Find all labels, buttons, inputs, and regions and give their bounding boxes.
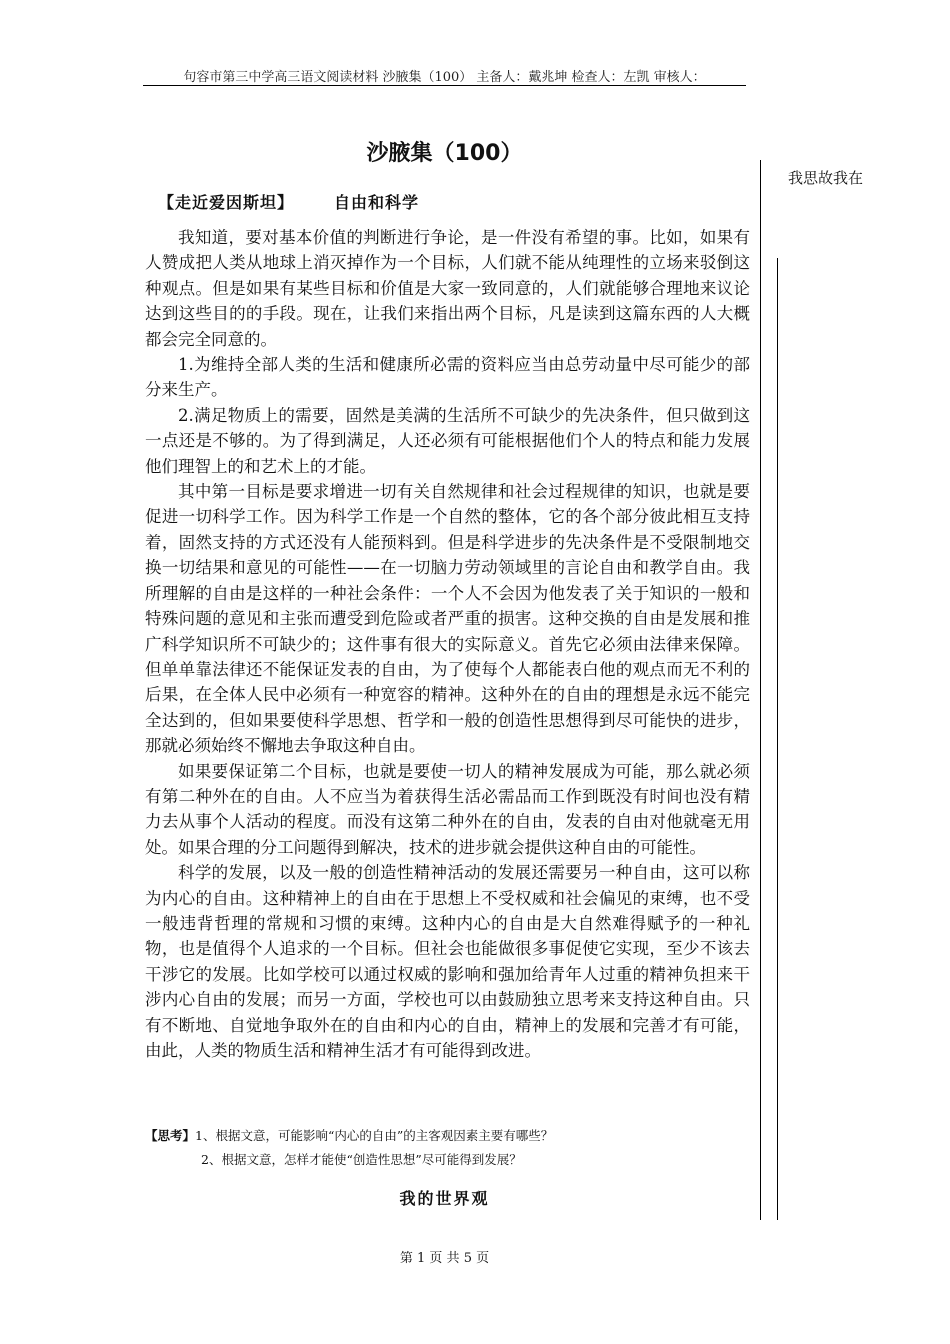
think-tag: 【思考】 (145, 1128, 196, 1143)
margin-divider (760, 160, 761, 1220)
page-footer: 第 1 页 共 5 页 (399, 1251, 490, 1266)
running-header: 句容市第三中学高三语文阅读材料 沙腋集（100） 主备人：戴兆坤 检查人：左凯 审核人： (183, 70, 706, 85)
question-1 (145, 1124, 750, 1148)
article-body (145, 225, 750, 1063)
paragraph: 科学的发展，以及一般的创造性精神活动的发展还需要另一种自由，这可以称为内心的自由。这种精神上的自由在于思想上不受权威和社会偏见的束缚，也不受一般违背哲理的常规和习惯的束缚。这种内心的自由是大自然难得赋予的一种礼物，也是值得个人追求的一个目标。但社会也能做很多事促使它实现，至少不该去干涉它的发展。比如学校可以通过权威的影响和强加给青年人过重的精神负担来干涉内心自由的发展；而另一方面，学校也可以由鼓励独立思考来支持这种自由。只有不断地、自觉地争取外在的自由和内心的自由，精神上的发展和完善才有可能，由此，人类的物质生活和精神生活才有可能得到改进。 (145, 863, 750, 1060)
paragraph: 其中第一目标是要求增进一切有关自然规律和社会过程规律的知识，也就是要促进一切科学工作。因为科学工作是一个自然的整体，它的各个部分彼此相互支持着，固然支持的方式还没有人能预料到。但是科学进步的先决条件是不受限制地交换一切结果和意见的可能性——在一切脑力劳动领域里的言论自由和教学自由。我所理解的自由是这样的一种社会条件：一个人不会因为他发表了关于知识的一般和特殊问题的意见和主张而遭受到危险或者严重的损害。这种交换的自由是发展和推广科学知识所不可缺少的；这件事有很大的实际意义。首先它必须由法律来保障。但单单靠法律还不能保证发表的自由，为了使每个人都能表白他的观点而无不利的后果，在全体人民中必须有一种宽容的精神。这种外在的自由的理想是永远不能完全达到的，但如果要使科学思想、哲学和一般的创造性思想得到尽可能快的进步，那就必须始终不懈地去争取这种自由。 (145, 482, 750, 756)
paragraph: 1.为维持全部人类的生活和健康所必需的资料应当由总劳动量中尽可能少的部分来生产。 (145, 355, 750, 400)
paragraph: 我知道，要对基本价值的判断进行争论，是一件没有希望的事。比如，如果有人赞成把人类从地球上消灭掉作为一个目标，人们就不能从纯理性的立场来驳倒这种观点。但是如果有某些目标和价值是大家一致同意的，人们就能够合理地来议论达到这些目的的手段。现在，让我们来指出两个目标，凡是读到这篇东西的人大概都会完全同意的。 (145, 228, 750, 349)
next-section-title: 我的世界观 (399, 1189, 490, 1208)
paragraph: 如果要保证第二个目标，也就是要使一切人的精神发展成为可能，那么就必须有第二种外在的自由。人不应当为着获得生活必需品而工作到既没有时间也没有精力去从事个人活动的程度。而没有这第二种外在的自由，发表的自由对他就毫无用处。如果合理的分工问题得到解决，技术的进步就会提供这种自由的可能性。 (145, 761, 750, 857)
question-2: 2、根据文意，怎样才能使“创造性思想”尽可能得到发展？ (201, 1152, 522, 1167)
section-subtitle: 自由和科学 (334, 193, 420, 212)
paragraph: 2.满足物质上的需要，固然是美满的生活所不可缺少的先决条件，但只做到这一点还是不够的。为了得到满足，人还必须有可能根据他们个人的特点和能力发展他们理智上的和艺术上的才能。 (145, 405, 750, 476)
margin-divider-inner (777, 258, 778, 1220)
think-questions (145, 1124, 750, 1172)
header-divider (143, 85, 746, 86)
section-tag: 【走近爱因斯坦】 (158, 193, 295, 212)
question-1-text: 1、根据文意，可能影响“内心的自由”的主客观因素主要有哪些？ (195, 1128, 554, 1143)
page-title: 沙腋集（100） (366, 141, 523, 166)
margin-note: 我思故我在 (788, 169, 864, 187)
section-heading (158, 190, 419, 213)
